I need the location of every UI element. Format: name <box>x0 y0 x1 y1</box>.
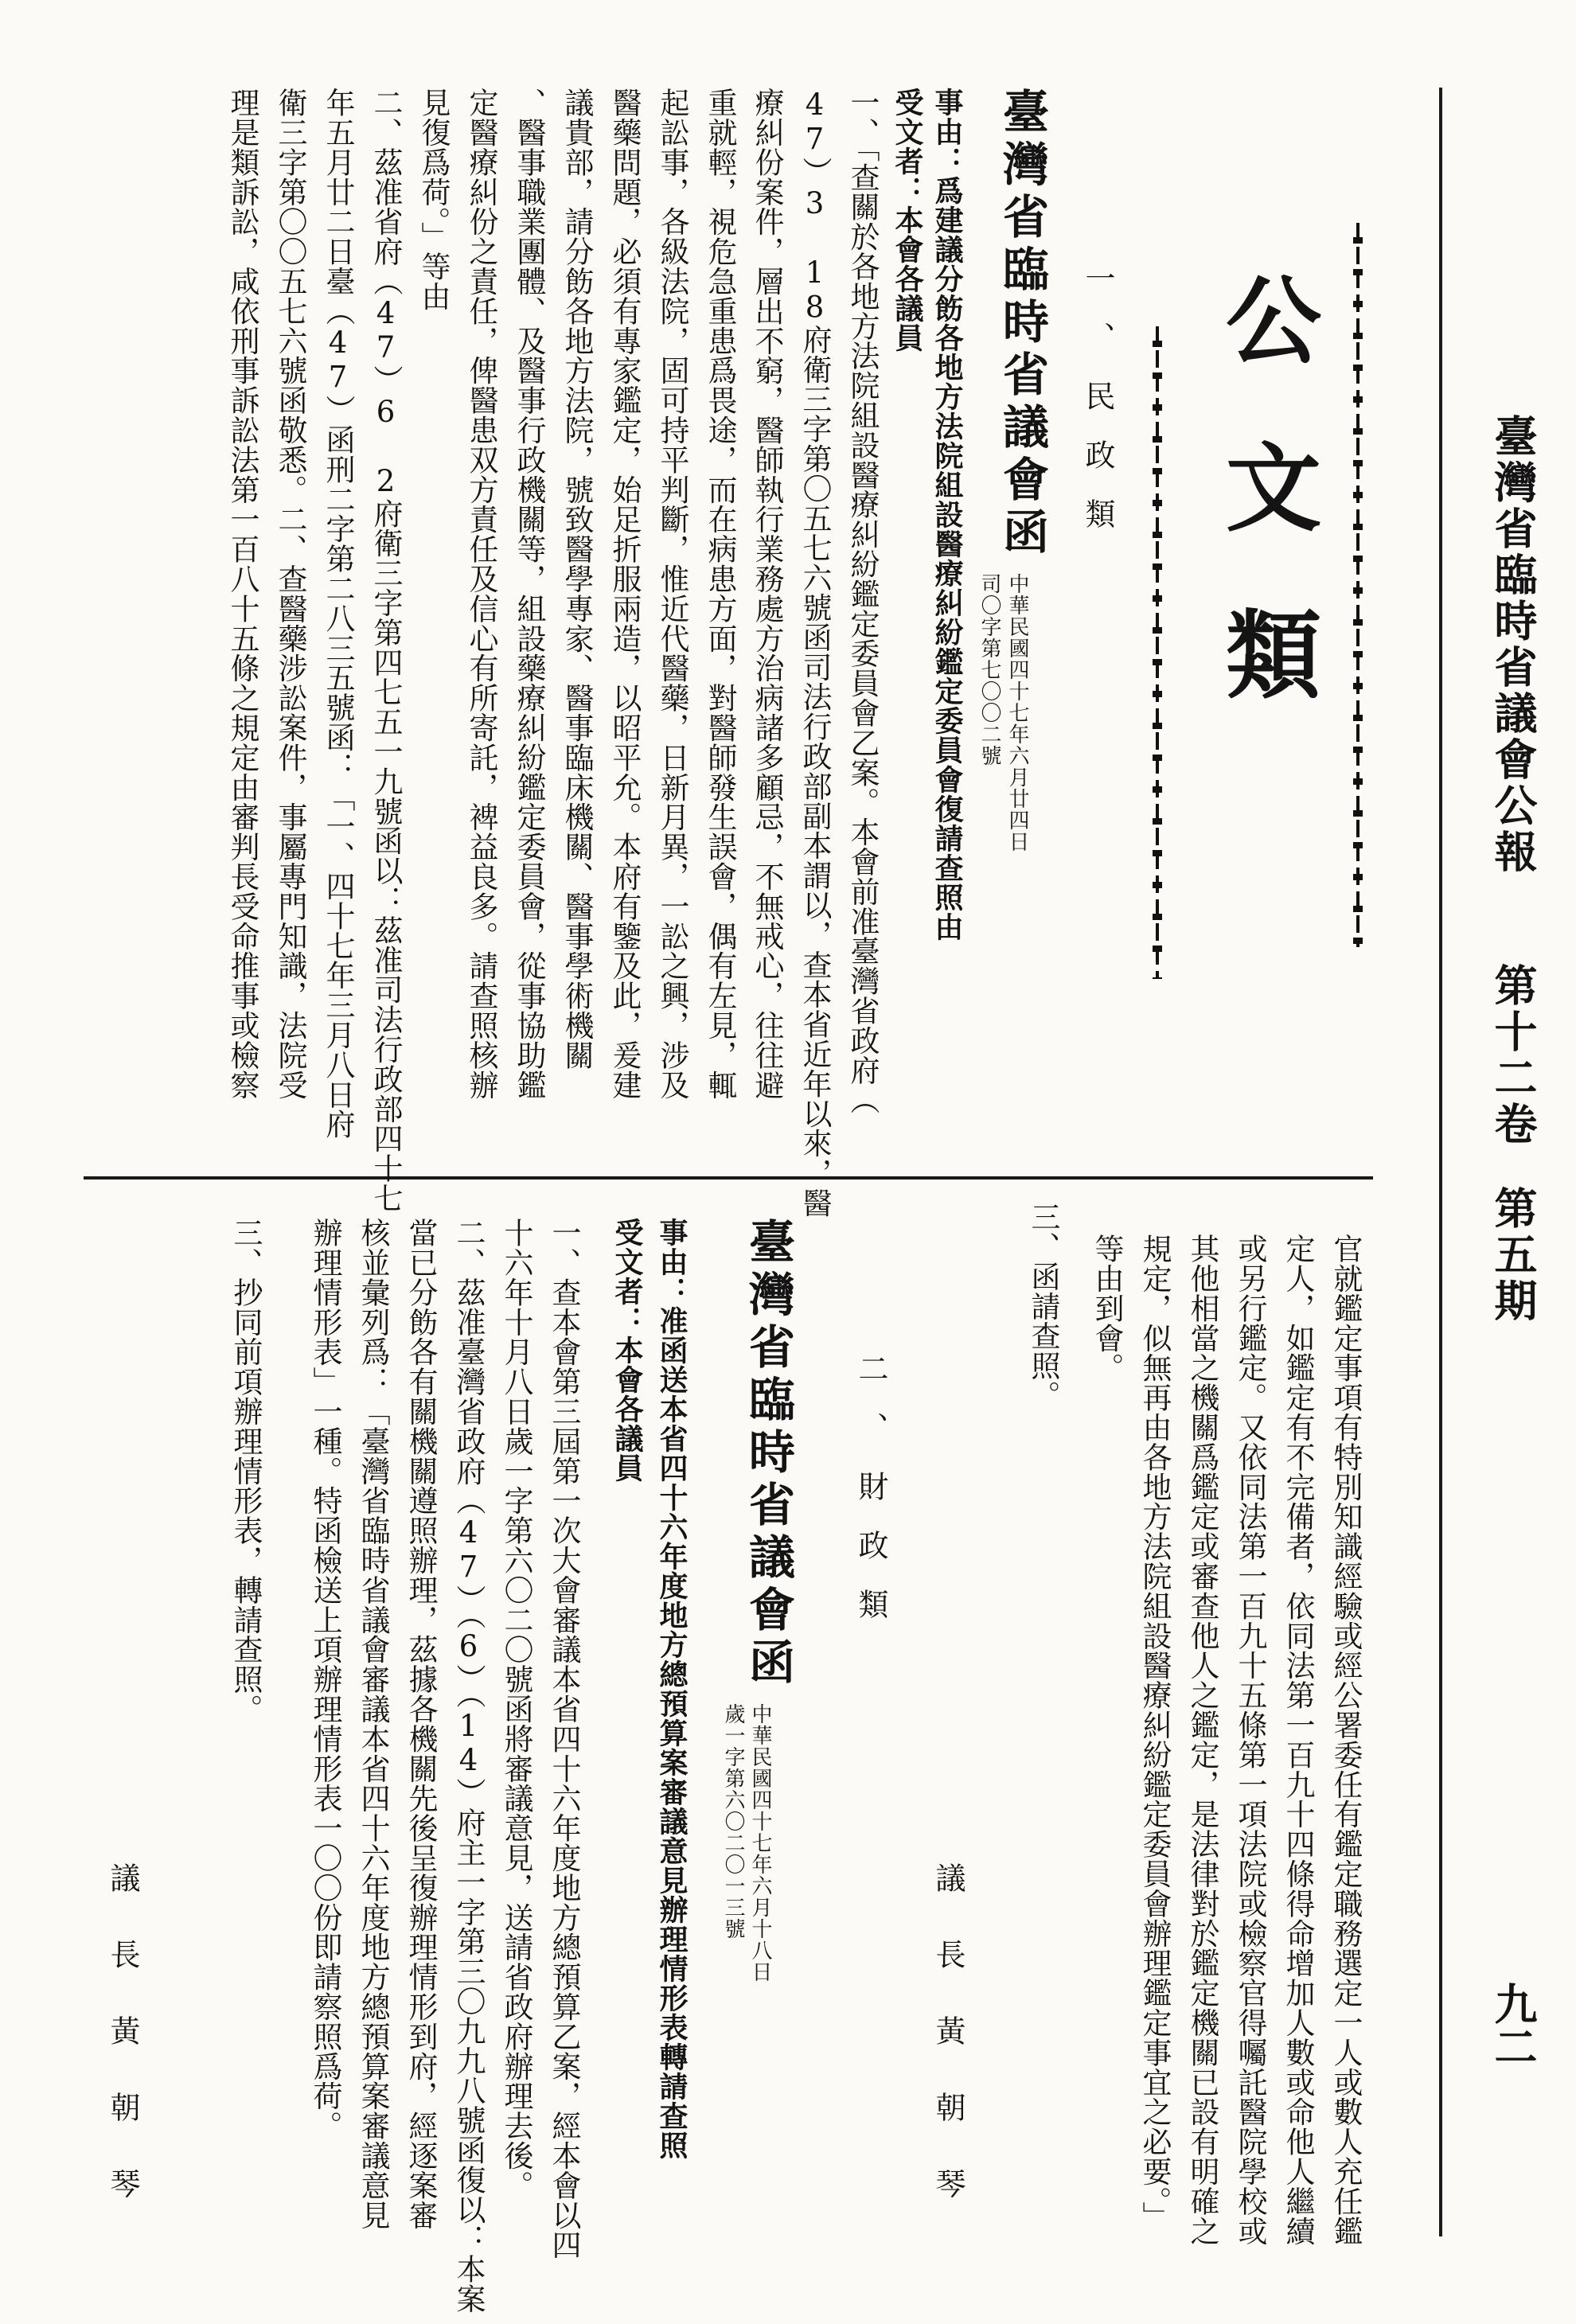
section1-body-line: 醫藥問題，必須有專家鑑定，始足折服兩造，以昭平允。本府有鑒及此，爰建 <box>607 88 642 1100</box>
section1-body-line: 起訟事，各級法院，固可持平判斷，惟近代醫藥，日新月異，一訟之興，涉及 <box>655 88 689 1100</box>
section1-recipient: 受文者：本會各議員 <box>891 88 924 353</box>
section1-continued-line: 定人，如鑑定有不完備者，依同法第一百九十四條得命增加人數或命他人繼續 <box>1281 1234 1315 2246</box>
section2-signature: 議長黃朝琴 <box>105 1862 140 2244</box>
section1-reference-number: 司〇字第七〇〇二號 <box>977 573 1001 766</box>
section1-continued-line: 官就鑑定事項有特別知識經驗或經公署委任有鑑定職務選定一人或數人充任鑑 <box>1328 1234 1363 2246</box>
section1-body-line: 二、茲准省府（47）6 2府衛三字第四七五一九號函以：茲准司法行政部四十七 <box>369 88 403 1213</box>
page-number: 九二 <box>1488 1982 1539 2068</box>
section1-body-line: 定醫療糾份之責任，俾醫患双方責任及信心有所寄託，裨益良多。請查照核辦 <box>464 88 498 1100</box>
section1-date: 中華民國四十七年六月廿四日 <box>1005 573 1029 852</box>
section1-body-line: 見復爲荷。」等由 <box>416 88 451 311</box>
section1-body-line: 理是類訴訟，咸依刑事訴訟法第一百八十五條之規定由審判長受命推事或檢察 <box>225 88 259 1100</box>
section-title: 公文類 <box>1210 271 1322 772</box>
section2-letter-title: 臺灣省臨時省議會函 <box>741 1218 795 1690</box>
section2-body-line: 核並彙列爲：「臺灣省臨時省議會審議本省四十六年度地方總預算案審議意見 <box>356 1218 390 2230</box>
section1-body-line: 衛三字第〇〇五七六號函敬悉。二、查醫藥涉訟案件，事屬專門知識，法院受 <box>273 88 307 1100</box>
section1-subject: 事由：爲建議分飭各地方法院組設醫療糾紛鑑定委員會復請查照由 <box>930 88 964 942</box>
header-rule <box>1439 88 1442 2236</box>
issue-number: 第五期 <box>1488 1186 1539 1324</box>
section1-body-line: 一、「查關於各地方法院組設醫療糾紛鑑定委員會乙案。本會前准臺灣省政府（ <box>845 88 880 1115</box>
section2-body-line: 辦理情形表」一種。特函檢送上項辦理情形表一〇〇份即請察照爲荷。 <box>308 1218 342 2141</box>
section1-body-line: 年五月廿二日臺（47）函刑二字第二八三五號函：「一、四十七年三月八日府 <box>321 88 355 1139</box>
section1-continued-line: 等由到會。 <box>1090 1234 1124 1382</box>
section2-category-label: 二、財政類 <box>853 1353 888 1647</box>
section2-body-line: 二、茲准臺灣省政府（47）（6）（14）府主一字第三〇九九八號函復以：本案 <box>451 1218 486 2314</box>
section1-body-line: 47）3 18府衛三字第〇五七六號函司法行政部副本謂以，查本省近年以來，醫 <box>798 88 832 1218</box>
section2-subject: 事由：准函送本省四十六年度地方總預算案審議意見辦理情形表轉請查照 <box>655 1218 689 2160</box>
section2-body-line: 三、抄同前項辦理情形表，轉請查照。 <box>228 1218 263 1724</box>
volume-number: 第十二卷 <box>1488 963 1539 1148</box>
title-ornament-right <box>1353 223 1363 947</box>
section1-body-line: 療糾份案件，層出不窮，醫師執行業務處方治病諸多顧忌，不無戒心，往往避 <box>750 88 784 1100</box>
section1-continued-line: 規定，似無再由各地方法院組設醫療糾紛鑑定委員會辦理鑑定事宜之必要。」 <box>1137 1234 1172 2232</box>
section-divider <box>84 1176 1373 1180</box>
section1-continued-line: 其他相當之機關爲鑑定或審查他人之鑑定，是法律對於鑑定機關已設有明確之 <box>1185 1234 1219 2246</box>
section2-body-line: 當已分飭各有關機關遵照辦理，茲據各機關先後呈復辦理情形到府，經逐案審 <box>404 1218 438 2230</box>
title-ornament-left <box>1153 326 1162 979</box>
section1-body-line: 議貴部，請分飭各地方法院，號致醫學專家、醫事臨床機關、醫事學術機關 <box>560 88 594 1070</box>
section2-reference-number: 歲一字第六〇二〇一三號 <box>721 1703 745 1940</box>
section1-continued-line: 三、函請查照。 <box>1026 1202 1060 1410</box>
section1-continued-line: 或另行鑑定。又依同法第一百九十五條第一項法院或檢察官得囑託醫院學校或 <box>1233 1234 1267 2246</box>
section2-body-line: 一、查本會第三屆第一次大會審議本省四十六年度地方總預算乙案，經本會以四 <box>547 1218 581 2260</box>
journal-title: 臺灣省臨時省議會公報 <box>1488 414 1539 875</box>
section2-body-line: 十六年十月八日歲一字第六〇二〇號函將審議意見，送請省政府辦理去後。 <box>499 1218 533 2201</box>
section1-letter-title: 臺灣省臨時省議會函 <box>995 88 1049 560</box>
section2-date: 中華民國四十七年六月十八日 <box>748 1703 772 1983</box>
section2-recipient: 受文者：本會各議員 <box>611 1218 644 1483</box>
section1-body-line: 重就輕，視危急重患爲畏途，而在病患方面，對醫師發生誤會，偶有左見，輒 <box>703 88 737 1100</box>
section1-signature: 議長黃朝琴 <box>930 1862 965 2244</box>
section1-body-line: 、醫事職業團體、及醫事行政機關等，組設藥療糾紛鑑定委員會，從事協助鑑 <box>512 88 546 1100</box>
section1-category-label: 一、民政類 <box>1080 263 1115 557</box>
